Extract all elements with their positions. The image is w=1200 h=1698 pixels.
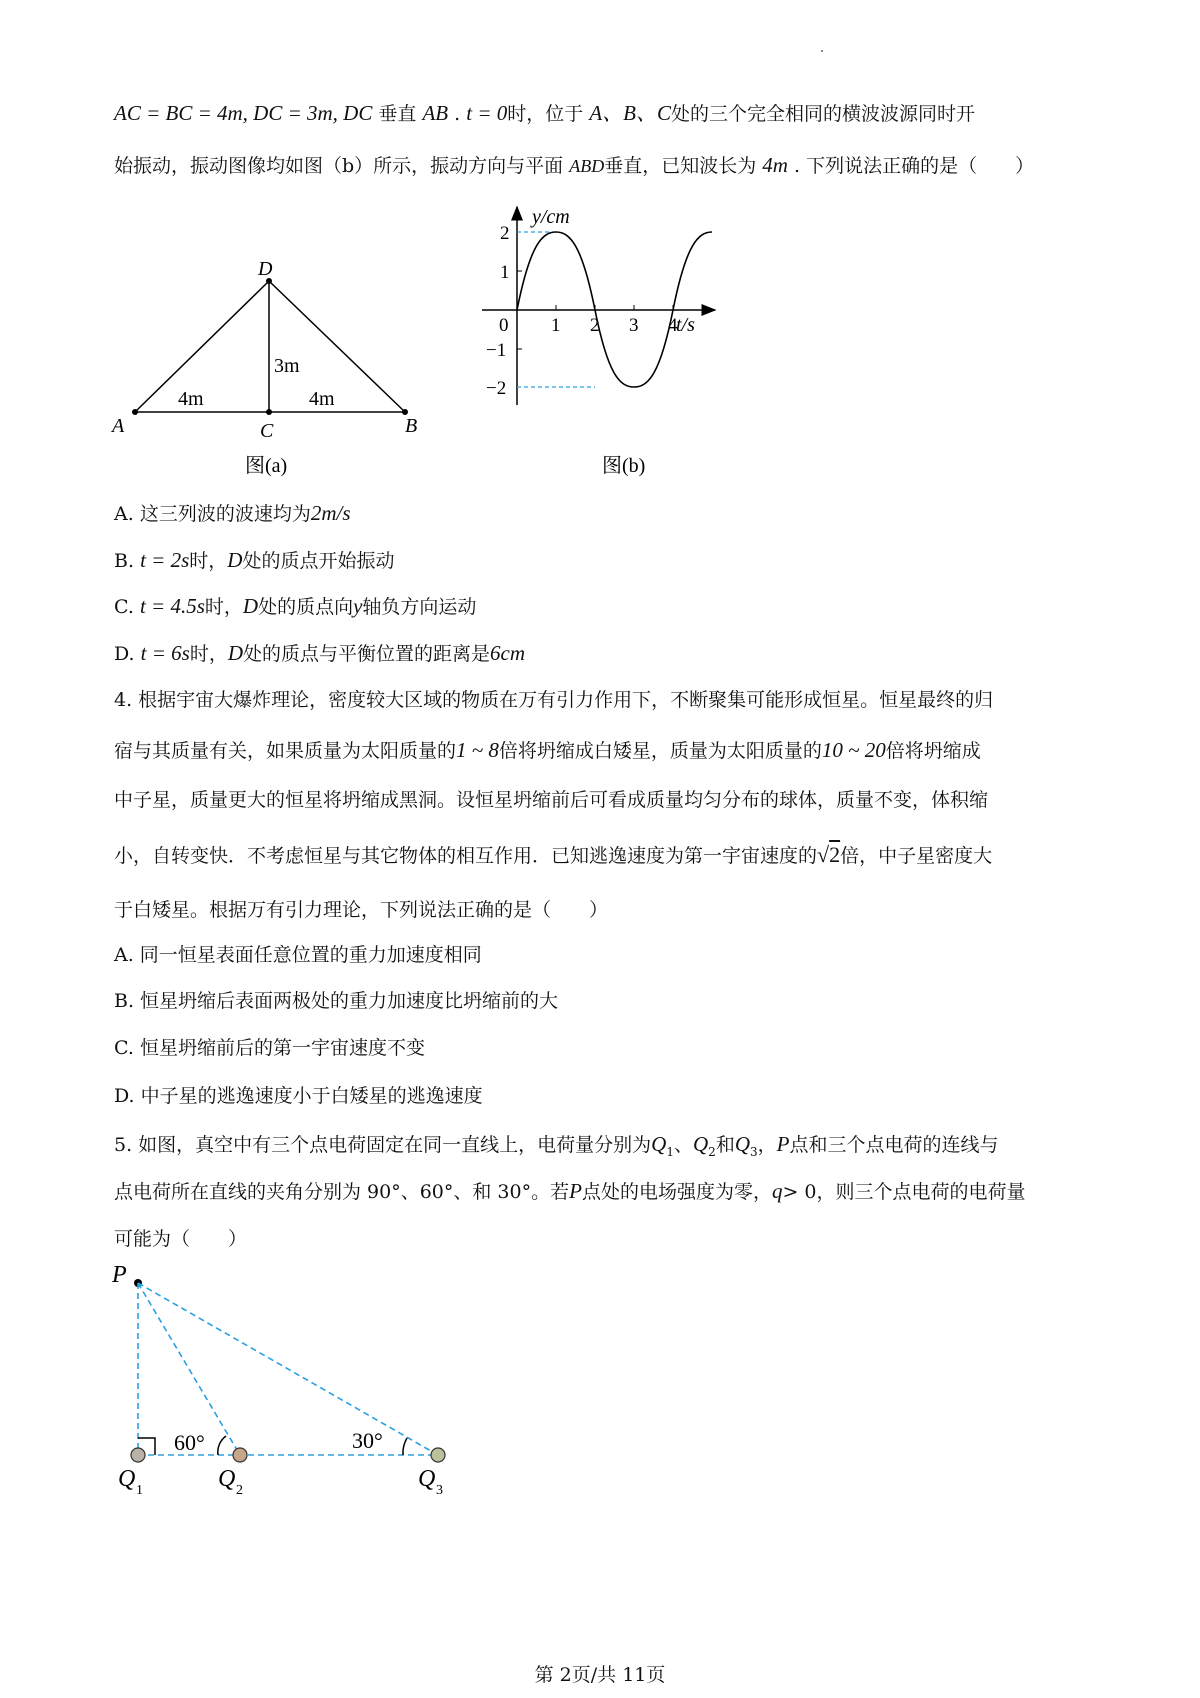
q4-line2 [114, 737, 981, 764]
label-q1: Q [118, 1466, 136, 1492]
q3-text3: 处的三个完全相同的横波波源同时开 [671, 103, 976, 125]
q5-line3: 可能为（ ） [114, 1228, 248, 1250]
q5-q1-sub: 1 [666, 1144, 674, 1159]
point-a [132, 409, 138, 415]
q5-line2 [114, 1178, 1026, 1205]
opt-text: 时， [189, 550, 228, 572]
opt-rest: 处的质点开始振动 [242, 550, 395, 572]
q3-t0: t = 0 [466, 101, 508, 125]
xtick-1: 1 [551, 315, 561, 336]
angle-30: 30° [352, 1428, 383, 1453]
opt-math0: t = 6s [140, 641, 190, 665]
q5-l1c: 点和三个点电荷的连线与 [789, 1134, 999, 1156]
len-dc: 3m [274, 355, 300, 377]
ytick-2: 2 [500, 223, 510, 244]
q4-option-b: B. 恒星坍缩后表面两极处的重力加速度比坍缩前的大 [114, 990, 559, 1012]
x-label: t/s [676, 314, 695, 336]
q3-stem-line1 [114, 100, 975, 127]
opt-var: D [242, 594, 259, 618]
q4-l4a: 小，自转变快．不考虑恒星与其它物体的相互作用．已知逃逸速度为第一宇宙速度的 [114, 845, 818, 867]
label-q2-sub: 2 [236, 1483, 243, 1498]
figure-a-triangle [100, 250, 420, 480]
arc-30 [403, 1438, 407, 1455]
charge-q1 [131, 1448, 145, 1462]
xtick-3: 3 [629, 315, 639, 336]
arc-60 [218, 1436, 226, 1455]
q5-sep: 、 [673, 1134, 693, 1156]
q4-l2b: 倍将坍缩成白矮星，质量为太阳质量的 [498, 740, 822, 762]
q3-abc: A、B、C [589, 101, 672, 125]
label-q3-sub: 3 [436, 1483, 443, 1498]
charge-q2 [233, 1448, 247, 1462]
sqrt-sign: √2 [817, 842, 841, 867]
q3-text2: 时，位于 [507, 103, 584, 125]
q5-l2b: 点处的电场强度为零， [581, 1181, 772, 1203]
xtick-2: 2 [590, 315, 600, 336]
label-b: B [405, 415, 418, 437]
q4-line5: 于白矮星。根据万有引力理论，下列说法正确的是（ ） [114, 899, 609, 921]
q5-q2: Q [693, 1132, 709, 1156]
label-a: A [112, 415, 125, 437]
xtick-0: 0 [499, 315, 509, 336]
q4-m2: 10 ~ 20 [821, 738, 886, 762]
q4-option-a: A. 同一恒星表面任意位置的重力加速度相同 [114, 944, 482, 966]
opt-rest: 处的质点与平衡位置的距离是 [243, 643, 491, 665]
opt-letter: C. [114, 596, 134, 618]
speck [821, 50, 823, 52]
q4-line1: 4. 根据宇宙大爆炸理论，密度较大区域的物质在万有引力作用下，不断聚集可能形成恒星。恒星最终的归 [114, 689, 994, 711]
q3-math-lengths: AC = BC = 4m, DC = 3m, DC [114, 101, 373, 125]
q3-abd: ABD [569, 156, 605, 176]
point-c [266, 409, 272, 415]
q3-option-b [114, 547, 394, 574]
opt-text: 时， [189, 643, 228, 665]
caption-a: 图(a) [245, 455, 288, 477]
opt-math0: t = 4.5s [139, 594, 205, 618]
opt-var: D [227, 548, 243, 572]
figure-b-graph [480, 205, 760, 480]
label-q2: Q [218, 1466, 236, 1492]
opt-math: 6cm [490, 641, 526, 665]
xtick-4: 4 [668, 315, 678, 336]
q3-l2b: 垂直，已知波长为 [604, 155, 757, 177]
label-p: P [112, 1262, 127, 1288]
q3-ab: AB [422, 101, 449, 125]
q5-p2: P [569, 1179, 582, 1203]
opt-rest2: 轴负方向运动 [362, 596, 477, 618]
q5-q1: Q [651, 1132, 667, 1156]
ytick-m1: −1 [486, 340, 507, 361]
opt-letter: B. [114, 550, 135, 572]
q5-gt: > 0，则三个点电荷的电荷量 [782, 1181, 1026, 1203]
q5-q3: Q [734, 1132, 750, 1156]
label-q1-sub: 1 [136, 1483, 143, 1498]
q3-l2c: . 下列说法正确的是（ ） [794, 155, 1035, 177]
q3-option-a [114, 500, 351, 527]
q3-4m: 4m [762, 153, 788, 177]
q5-q3-sub: 3 [750, 1144, 758, 1159]
q4-l2a: 宿与其质量有关，如果质量为太阳质量的 [114, 740, 457, 762]
q4-line3: 中子星，质量更大的恒星将坍缩成黑洞。设恒星坍缩前后可看成质量均匀分布的球体，质量不变，体积缩 [114, 789, 989, 811]
label-d: D [258, 258, 273, 280]
opt-rest: 处的质点向 [258, 596, 354, 618]
q4-l2c: 倍将坍缩成 [885, 740, 981, 762]
caption-b: 图(b) [602, 455, 646, 477]
opt-math: 2m/s [310, 501, 351, 525]
q4-l4b: 倍，中子星密度大 [840, 845, 993, 867]
line-db [269, 281, 405, 412]
q4-option-c: C. 恒星坍缩前后的第一宇宙速度不变 [114, 1037, 425, 1059]
q3-stem-line2 [114, 152, 1034, 179]
q5-l1b: ， [757, 1134, 777, 1156]
opt-letter: A. [114, 503, 134, 525]
q5-q2-sub: 2 [708, 1144, 716, 1159]
q5-p: P [776, 1132, 790, 1156]
opt-var2: y [353, 594, 363, 618]
opt-var: D [227, 641, 244, 665]
opt-letter: D. [114, 643, 135, 665]
ytick-m2: −2 [486, 378, 507, 399]
q5-l2a: 点电荷所在直线的夹角分别为 90°、60°、和 30°。若 [114, 1181, 570, 1203]
q3-text: 垂直 [378, 103, 417, 125]
q5-l1a: 5. 如图，真空中有三个点电荷固定在同一直线上，电荷量分别为 [114, 1134, 652, 1156]
figure-q5-charges [100, 1258, 480, 1508]
page-footer: 第 2页/共 11页 [534, 1664, 666, 1686]
opt-math0: t = 2s [140, 548, 190, 572]
q5-q: q [771, 1179, 783, 1203]
len-cb: 4m [309, 388, 335, 410]
sqrt-value: 2 [829, 842, 841, 867]
y-label: y/cm [532, 206, 570, 228]
charge-q3 [431, 1448, 445, 1462]
label-c: C [260, 420, 274, 442]
q5-line1 [114, 1131, 999, 1165]
label-q3: Q [418, 1466, 436, 1492]
len-ac: 4m [178, 388, 204, 410]
q3-option-c [114, 593, 476, 620]
q4-option-d: D. 中子星的逃逸速度小于白矮星的逃逸速度 [114, 1085, 483, 1107]
q3-option-d [114, 640, 525, 667]
q3-l2a: 始振动，振动图像均如图（b）所示，振动方向与平面 [114, 155, 564, 177]
angle-60: 60° [174, 1430, 205, 1455]
q4-line4 [114, 842, 992, 869]
q3-dot: . [454, 103, 461, 125]
opt-text: 时， [204, 596, 243, 618]
opt-text: 这三列波的波速均为 [139, 503, 311, 525]
q5-and: 和 [715, 1134, 735, 1156]
q4-m1: 1 ~ 8 [456, 738, 499, 762]
ytick-1: 1 [500, 262, 510, 283]
